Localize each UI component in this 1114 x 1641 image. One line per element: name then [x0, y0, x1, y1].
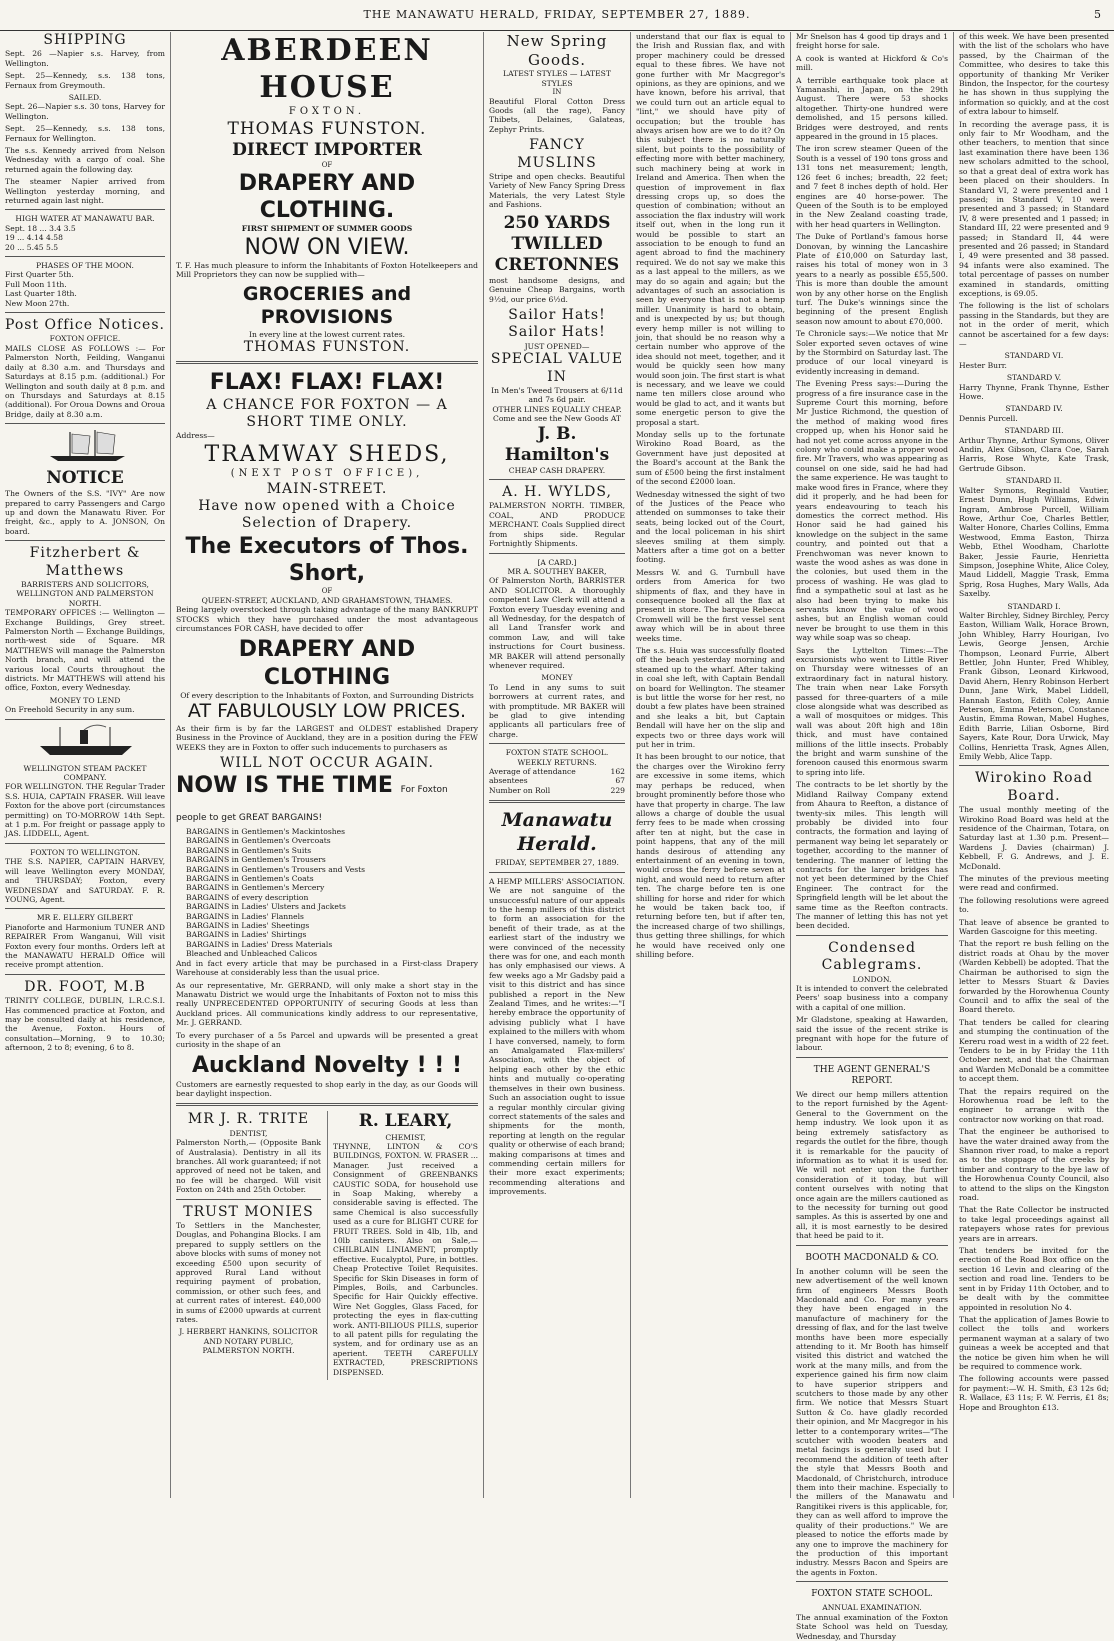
flax-heading: FLAX! FLAX! FLAX!: [209, 370, 445, 396]
standard-heading: STANDARD II.: [1005, 476, 1063, 486]
cretonnes-body: most handsome designs, and Genuine Cheap Bargains, worth 9½d, our price 6½d.: [489, 275, 625, 304]
bargain-item: BARGAINS in Gentlemen's Trousers and Vests: [186, 864, 366, 874]
article-body: The Duke of Portland's famous horse Donovan, by winning the Lancashire Plate of £10,000 on Saturday last, raises his total of money won in 3 years to a nearly as possible £55,500. This is more than double the amount won by any other horse on the English turf. The Duke's winnings since the beginning of the present English season now amount to about £70,000.: [796, 232, 948, 326]
standard-heading: STANDARD V.: [1006, 373, 1062, 383]
article-body: Says the Lyttelton Times:—The excursionists who went to Little River on Thursday were witnesses of an extraordinary fact in natural history. The train when near Lake Forsyth passed for three-quarters of a mile close alongside what was described as a wall of mosquitoes or midges. This wall was about 20ft high and 18in thick, and must have contained millions of the little insects. Probably the bright and warm sunshine of the forenoon caused this enormous swarm to spring into life.: [796, 645, 948, 777]
divider: [5, 719, 165, 720]
standard-names: Dennis Purcell.: [959, 413, 1018, 423]
baker-heading: MR A. SOUTHEY BAKER,: [507, 566, 607, 576]
dentist-sub: DENTIST,: [229, 1128, 268, 1138]
card-label: [A CARD.]: [537, 557, 577, 567]
column-4: [630, 32, 790, 1498]
aberdeen-proprietor: THOMAS FUNSTON.: [227, 118, 427, 139]
road-board-body: That the report re bush felling on the district roads at Ohau by the mover (Warden Kebbell) be adopted. That the Chairman be authorised to sign the letter to Messrs Stuart & Davies forwarded by the Horowhenua County Council and to affix the seal of the Board thereto.: [959, 939, 1109, 1015]
newspaper-title: Manawatu Herald.: [501, 809, 613, 855]
moon-phase: Last Quarter 18th.: [5, 289, 77, 299]
next-post-office: (NEXT POST OFFICE),: [230, 468, 424, 480]
steam-packet-body: FOR WELLINGTON. THE Regular Trader S.S. HUIA, CAPTAIN FRASER. Will leave Foxton for the above port (circumstances permitting) on TO-MORROW 14th Sept. at 1 p.m. For freight or passage apply to JAS. LIDDELL, Agent.: [5, 782, 165, 839]
bargain-item: BARGAINS in Gentlemen's Trousers: [186, 855, 326, 865]
divider: [796, 1057, 948, 1058]
booth-body: In another column will be seen the new advertisement of the well known firm of engineers Messrs Booth Macdonald and Co. For many years they have been engaged in the manufacture of machinery for the dressing of flax, and for the last twelve months have been more especially attending to it. Mr Booth has himself visited this district and watched the work at the many mills, and from the experience gained his firm now claim to have superior strippers and scutchers to those made by any other firm. We notice that Messrs Stuart Sutton & Co. have gladly recorded their opinion, and Mr Macgregor in his letter to a contemporary writes—"The scutcher with wooden beaters and metal facings is generally used but I recommend the addition of teeth after the style that Messrs Booth and Macdonald, of Christchurch, introduce them into their machine. Especially to the millers of the Manawatu and Rangitikei rivers is this applicable, for, they can as well afford to improve the quality of their productions." We are pleased to notice the efforts made by any one to improve the machinery for the production of this important industry. Messrs Bacon and Speirs are the agents in Foxton.: [796, 1266, 948, 1577]
come-and-see: Come and see the New Goods AT: [493, 414, 621, 424]
drapery-clothing-heading: DRAPERY AND CLOTHING.: [238, 170, 416, 223]
article-body: Wednesday witnessed the sight of two of the Justices of the Peace who attended on summonses to take their seats, being locked out of the Court, and the local policeman in his shirt sleeves smiling at them simply. Matters after a time got on a better footing.: [636, 489, 785, 565]
special-value: SPECIAL VALUE IN: [490, 351, 624, 385]
address-label: Address—: [176, 431, 215, 441]
agent-report-body: We direct our hemp millers attention to the report furnished by the Agent-General to the Government on the hemp industry. We look upon it as being extremely satisfactory as regards the outlet for the fibre, though it is remarkable for the paucity of information as to what it is used for. We will not enter upon the further consideration of it today, but will content ourselves with noting that once again are the millers cautioned as to the necessity for turning out good samples. As this is asserted by one and all, it is most earnestly to be desired that heed be paid to it.: [796, 1090, 948, 1241]
bargain-item: BARGAINS in Ladies' Sheetings: [186, 921, 310, 931]
standard-heading: STANDARD I.: [1007, 601, 1061, 611]
road-board-body: That tenders be invited for the erection of the Road Box office on the section 16 Levin and clearing of the section and road line. Tenders to be sent in by Friday 11th October, and to be dealt with by the committee appointed in resolution No 4.: [959, 1246, 1109, 1312]
novelty-intro: To every purchaser of a 5s Parcel and upwards will be presented a great curiosity in the shape of an: [176, 1030, 478, 1049]
standard-names: Harry Thynne, Frank Thynne, Esther Howe.: [959, 382, 1109, 402]
road-board-body: That the Rate Collector be instructed to take legal proceedings against all ratepayers whose rates for previous years are in arrears.: [959, 1205, 1109, 1243]
chemist-sub: CHEMIST,: [385, 1132, 426, 1142]
divider: [5, 974, 165, 975]
road-board-body: That leave of absence be granted to Warden Gascoigne for this meeting.: [959, 917, 1109, 937]
direct-importer: DIRECT IMPORTER: [232, 139, 422, 160]
road-board-body: That the engineer be authorised to have the water drained away from the Shannon river road, to make a report as to the stoppage of the creeks by timber and contrary to the bye law of the Horowhenua County Council, also to attend to the slips on the Kingston road.: [959, 1127, 1109, 1203]
divider: [5, 256, 165, 257]
overstocked-body: Being largely overstocked through taking advantage of the many BANKRUPT STOCKS which they have purchased under the most advantageous circumstances FOR CASH, have decided to offer: [176, 605, 478, 634]
standard-heading: STANDARD VI.: [1004, 351, 1064, 361]
chemist-body: THYNNE, LINTON & CO'S BUILDINGS, FOXTON. W. FRASER ... Manager. Just received a Consignment of GREENBANKS CAUSTIC SODA, for household use in Soap Making, whereby a considerable saving is effected. The same Chemical is also successfully used as a cure for BLIGHT CURE for FRUIT TREES. Sold in 4lb, 1lb, and 10lb canisters. Also on Sale,— CHILBLAIN LINIAMENT, promptly effective. Eucalyptol, Pure, in bottles. Cheap Protective Toilet Requisites. Specific for Skin Diseases in form of Pimples, Boils, and Carbuncles. Specific for Hair Quickly effective. Wire Net Goggles, Glass Faced, for protecting the eyes in flax-cutting work. ANTI-BILIOUS PILLS, superior to all patent pills for regulating the system, and for ordinary use as an aperient. TEETH CAREFULLY EXTRACTED, PRESCRIPTIONS DISPENSED.: [333, 1141, 478, 1377]
of-label-2: OF: [321, 587, 333, 596]
tramway-sheds: TRAMWAY SHEDS,: [204, 441, 450, 467]
chance-line: A CHANCE FOR FOXTON — A SHORT TIME ONLY.: [206, 396, 448, 431]
masthead-title: THE MANAWATU HERALD, FRIDAY, SEPTEMBER 27, 1889.: [363, 8, 751, 21]
article-body: A terrible earthquake took place at Yamanashi, in Japan, on the 29th August. There were 53 shocks altogether. Thirty-one hundred were demolished, and 15 persons killed. Bridges were destroyed, and rents appeared in the ground in 15 places.: [796, 75, 948, 142]
article-body: The Evening Press says:—During the progress of a fire insurance case in the Supreme Court this morning, before Mr Justice Richmond, the question of the method of making wood fires cropped up, when his Honor said he had not yet come across anyone in the colony who could make a proper wood fire. Mr Travers, who was appearing as counsel on one side, said he had had the same experience. He was taught to make wood fires in France, where they did it properly, and he had been for years endeavouring to teach his domestics the correct method. His Honor said he had gained his knowledge on the subject in the same country, and pointed out that a Frenchwoman was never known to waste the wood ashes as was done in the colonies, but used them in the process of washing. He was glad to find a sympathetic soul at last as he also had been trying to make his servants know the value of wood ashes, but an English woman could never be brought to use them in this way while soap was so cheap.: [796, 379, 948, 643]
road-board-body: The following accounts were passed for payment:—W. H. Smith, £3 12s 6d; R. Wallace, £3 11s; F. W. Ferris, £1 8s; Hope and Broughton £13.: [959, 1374, 1109, 1412]
representative-body: As our representative, Mr. GERRAND, will only make a short stay in the Manawatu District we would urge the Inhabitants of Foxton not to miss this really UNPRECEDENTED OPPORTUNITY of securing Goods at less than Auckland prices. All communications kindly address to our representative, Mr. J. GERRAND.: [176, 980, 478, 1028]
bargain-item: BARGAINS in Ladies' Dress Materials: [186, 939, 333, 949]
article-body: The iron screw steamer Queen of the South is a vessel of 190 tons gross and 131 tons net measurement; length, 126 feet 6 inches; breadth, 22 feet; and 7 feet 8 inches depth of hold. Her engines are 40 horse-power. The Queen of the South is to be employed in the New Zealand coasting trade, with her head quarters in Wellington.: [796, 144, 948, 229]
bargain-item: BARGAINS in Gentlemen's Overcoats: [186, 836, 331, 846]
opened-line: Have now opened with a Choice Selection of Drapery.: [198, 497, 456, 532]
now-time-tagline: For Foxton people to get GREAT BARGAINS!: [176, 785, 448, 823]
article-body: The following is the list of scholars passing in the Standards, but they are not in the order of merit, which cannot be ascertained for a few days:—: [959, 301, 1109, 348]
baker-body: Of Palmerston North, BARRISTER AND SOLICITOR. A thoroughly competent Law Clerk will attend a Foxton every Tuesday evening and all Wednesday, for the despatch of all Land Transfer work and common Law, and will take instructions for Court business. MR BAKER will attend personally whenever required.: [489, 576, 625, 670]
executors-heading: The Executors of Thos. Short,: [185, 533, 469, 586]
bargain-item: BARGAINS in Gentlemen's Coats: [186, 874, 314, 884]
divider: [796, 1581, 948, 1582]
divider: [5, 209, 165, 210]
article-body: In recording the average pass, it is only fair to Mr Woodham, and the other teachers, to mention that since last examination there have been 136 new scholars admitted to the school, so that a great deal of extra work has been placed on their shoulders. In Standard VI, 2 were presented and 1 passed; in Standard V, 10 were presented and 3 passed; in Standard IV, 8 were presented and 1 passed; in Standard III, 22 were presented and 9 passed; in Standard II, 44 were presented and 26 passed; in Standard I, 49 were presented and 38 passed. 94 infants were also examined. The total percentage of passes on number examined in standards, omitting exceptions, is 69.05.: [959, 119, 1109, 298]
road-board-body: The minutes of the previous meeting were read and confirmed.: [959, 874, 1109, 893]
fancy-muslins: FANCY MUSLINS: [517, 137, 597, 171]
standard-names: Walter Birchley, Sidney Birchley, Percy Easton, William Walk, Horace Brown, John Whibley, Harry Hourigan, Ivo Lewis, George Jensen, Archie Thompson, Leonard Furrie, Albert Bettler, John Hunter, Fred Whibley, Frank Gibson, Leonard Kirkwood, David Ahern, Henry Robinson Herbert Dunn, Jane Wirk, Mabel Liddell, Hannah Easton, Edith Coley, Annie Peterson, Emma Peterson, Constance Austin, Emma Rowan, Mabel Hughes, Edith Barrie, Lilian Osborne, Bird Sayers, Kate Rour, Dora Urwick, May Collins, Henrietta Trask, Agnes Allen, Emily Webb, Alice Tapp.: [959, 610, 1109, 762]
lower-ads: [176, 1111, 478, 1380]
cotton-body: Beautiful Floral Cotton Dress Goods (all the rage), Fancy Thibets, Delaines, Galateas, Zephyr Prints.: [489, 96, 625, 134]
of-label: OF: [321, 160, 333, 169]
aberdeen-house-title: ABERDEEN HOUSE: [221, 33, 433, 106]
article-body: The contracts to be let shortly by the Midland Railway Company extend from Ahaura to Reefton, a distance of twenty-six miles. This length will probably be divided into four contracts, the formation and laying of permanent way being let separately or together, according to the manner of tendering. The manner of letting the contracts for the larger bridges has not yet been determined by the Chief Engineer. The contract for the Springfield length will be let about the same time as the Reefton contracts. The manner of letting this has not yet been decided.: [796, 780, 948, 931]
article-body: of this week. We have been presented with the list of the scholars who have passed, by the Chairman of the Committee, who desires to take this opportunity of thanking Mr Veriker Bindon, the Inspector, for the courtesy he has shown in thus supplying the information so quickly, and at the cost of extra labour to himself.: [959, 32, 1109, 117]
article-body: Messrs W. and G. Turnbull have orders from America for two shipments of flax, and they have in consequence booked all the flax at present in store. The barque Rebecca Cromwell will be the first vessel sent away which will be in about three weeks time.: [636, 567, 785, 643]
bargain-item: BARGAINS in Gentlemen's Mercery: [186, 883, 325, 893]
divider: [176, 1103, 478, 1106]
funston-signature: THOMAS FUNSTON.: [243, 339, 411, 356]
wylds-heading: A. H. WYLDS,: [502, 484, 612, 501]
napier-heading: FOXTON TO WELLINGTON.: [30, 847, 140, 857]
shipping-heading: SHIPPING: [43, 32, 127, 48]
sailed-heading: SAILED.: [68, 92, 102, 102]
divider: [489, 800, 625, 803]
dentist-body: Palmerston North,— (Opposite Bank of Australasia). Dentistry in all its branches. All work guaranteed; if not approved of need not be taken, and no fee will be charged. Will visit Foxton on 24th and 25th October.: [176, 1138, 321, 1195]
divider: [489, 553, 625, 554]
road-board-body: That the application of James Bowie to collect the tolls and workers permanent wayman at a salary of two guineas a week be accepted and that the notice be given him when he will be required to commence work.: [959, 1314, 1109, 1371]
school-returns-sub: WEEKLY RETURNS.: [517, 757, 597, 767]
sailed-2: Sept. 25—Kennedy, s.s. 138 tons, Fernaux for Wellington.: [5, 124, 165, 143]
groceries-heading: GROCERIES and PROVISIONS: [242, 282, 412, 329]
divider: [5, 312, 165, 313]
exam-sub: ANNUAL EXAMINATION.: [822, 1603, 922, 1613]
road-board-body: The usual monthly meeting of the Wirokino Road Board was held at the residence of the Chairman, Totara, on Saturday last at 1.30 p.m. Present—Wardens J. Davies (chairman) J. Kebbell, F. G. Andrews, and J. E. McDonald.: [959, 805, 1109, 871]
divider: [796, 935, 948, 936]
standard-names: Hester Burr.: [959, 360, 1007, 370]
doctor-body: TRINITY COLLEGE, DUBLIN, L.R.C.S.I. Has commenced practice at Foxton, and may be consulted daily at his residence, the Avenue, Foxton. Hours of consultation—Morning, 9 to 10.30; afternoon, 2 to 8; evening, 6 to 8.: [5, 996, 165, 1053]
latest-styles: LATEST STYLES — LATEST STYLES: [503, 69, 611, 88]
road-board-heading: Wirokino Road Board.: [975, 770, 1093, 804]
shipping-note-1: The s.s. Kennedy arrived from Nelson Wednesday with a cargo of coal. She returned again the following day.: [5, 146, 165, 174]
in-label: IN: [552, 88, 562, 96]
customers-note: Customers are earnestly requested to shop early in the day, as our Goods will bear daylight inspection.: [176, 1079, 478, 1099]
tide-heading: HIGH WATER AT MANAWATU BAR.: [15, 214, 155, 224]
divider: [5, 843, 165, 844]
cablegram: Mr Gladstone, speaking at Hawarden, said the issue of the recent strike is pregnant with hope for the future of labour.: [796, 1015, 948, 1053]
hamilton-sub: CHEAP CASH DRAPERY.: [508, 465, 606, 475]
now-on-view: NOW ON VIEW.: [244, 234, 410, 260]
bargain-item: BARGAINS in Gentlemen's Suits: [186, 845, 312, 855]
cablegram: It is intended to convert the celebrated Peers' soap business into a company with a capital of one million.: [796, 983, 948, 1012]
cablegrams-heading: Condensed Cablegrams.: [821, 939, 923, 974]
aberdeen-location: FOXTON.: [288, 106, 366, 118]
article-body: A cook is wanted at Hickford & Co's mill.: [796, 53, 948, 73]
doctor-heading: DR. FOOT, M.B: [24, 978, 146, 995]
tide-row: 19 ... 4.14 4.58: [5, 233, 63, 243]
article-body: understand that our flax is equal to the Irish and Russian flax, and with proper machinery could be dressed equal to these fibres. We have not gone further with Mr Macgregor's opinions, as they are opinions, and we have known, before his arrival, that we could turn out an article equal to "lint," we should have pity of occupation; but the trouble has always arisen how are we to do it? On this subject there is no naturally silent, but points to the possibility of effecting more with better machinery, such machinery being at work in Ireland and America. Then when the question of improvement in flax dressing crops up, so does the question of combination; without an association the flax industry will work itself out, when in the long run it would be possible to start an association to be enough to fund an agent abroad to find the machinery required. We do not say we make this as a last appeal to the millers, as we may do so again and again; but the advantages of such an association is seen by everyone that is not a hemp miller. Unanimity is hard to obtain, and is unexpected by us; but though every hemp miller is not willing to join, that should be no reason why a certain number who approve of the idea should not meet, together, and it would be quickly seen how many would soon join. The first start is what is necessary, and we leave we could name ten millers close around who would be glad to act, and it wants but some energetic person to give the proposal a start.: [636, 32, 785, 427]
page-number: 5: [1094, 8, 1102, 21]
money-body: On Freehold Security in any sum.: [5, 705, 135, 715]
divider: [489, 479, 625, 480]
and-in-fact: And in fact every article that may be purchased in a First-class Drapery Warehouse at considerably less than the usual price.: [176, 958, 478, 978]
column-5: [790, 32, 953, 1641]
trust-monies-heading: TRUST MONIES: [183, 1203, 314, 1220]
tide-row: Sept. 18 ... 3.4 3.5: [5, 223, 76, 233]
london-label: LONDON.: [852, 974, 892, 984]
agent-report-heading: THE AGENT GENERAL'S REPORT.: [813, 1064, 931, 1086]
notice-heading: NOTICE: [46, 468, 124, 489]
lower-ads-right: [327, 1111, 478, 1380]
shipping-note-2: The steamer Napier arrived from Wellington yesterday morning, and returned again last night.: [5, 177, 165, 206]
sailed-1: Sept. 26—Napier s.s. 30 tons, Harvey for Wellington.: [5, 102, 165, 121]
divider: [5, 908, 165, 909]
divider: [959, 765, 1109, 766]
divider: [489, 743, 625, 744]
notice-body: The Owners of the S.S. "IVY" Are now prepared to carry Passengers and Cargo up and down the Manawatu River. For freight, &c., apply to A. JONSON, On board.: [5, 489, 165, 536]
tweed-trousers: In Men's Tweed Trousers at 6/11d and 7s 6d pair.: [491, 385, 623, 405]
rates-line: In every line at the lowest current rates.: [248, 329, 406, 339]
column-3: [483, 32, 630, 1498]
now-is-the-time: NOW IS THE TIME For Foxton people to get GREAT BARGAINS!: [176, 773, 448, 823]
standard-names: Walter Symons, Reginald Vautier, Ernest Dunn, Hugh Williams, Edwin Ingram, Ambrose Purcell, William Rowe, Arthur Coe, Charles Bettler, Walter Honore, Charles Collins, Emma Westwood, Emma Easton, Thirza Webb, Ethel Woodham, Charlotte Baker, Jessie Faurie, Henrietta Simpson, Josephine White, Alice Coley, Maud Liddell, Maggie Trask, Emma Sprig, Rosa Hughes, Mary Walls, Ada Saxelby.: [959, 485, 1109, 599]
moon-phase: New Moon 27th.: [5, 298, 70, 308]
moon-heading: PHASES OF THE MOON.: [36, 261, 134, 271]
lower-ads-left: [176, 1111, 321, 1380]
hemp-body: We are not sanguine of the unsuccessful nature of our appeals to the hemp millers of this district to form an association for the benefit of their trade, as at the earliest start of the industry we were convinced of the necessity there was for one, and each month has only emphasised our views. A few weeks ago a Mr Gadsby paid a visit to this district and has since published a report in the New Zealand Times, and he writes:—"I hereby embrace the opportunity of advising publicly what I have explained to the millers with whom I have conversed, namely, to form an Amalgamated Flax-millers' Association, with the object of helping each other by the ethic hints and mutually co-operating themselves in their own business. Such an association ought to issue a regular monthly circular giving correct statements of the sales and shipments for the month, reporting at length on the regular quality or otherwise of each brand; making comparisons at times and commending certain millers for their more exact experiments; recommending alterations and improvements.: [489, 886, 625, 1197]
bargain-item: BARGAINS in Ladies' Ulsters and Jackets: [186, 902, 346, 912]
post-office-sub: FOXTON OFFICE.: [49, 334, 121, 344]
hankins-signature: J. HERBERT HANKINS, SOLICITOR AND NOTARY PUBLIC, PALMERSTON NORTH.: [179, 1327, 318, 1356]
column-6: [953, 32, 1114, 1498]
stripe-body: Stripe and open checks. Beautiful Variety of New Fancy Spring Dress Materials, the very Latest Style and Fashions.: [489, 172, 625, 210]
hamilton-heading: J. B. Hamilton's: [504, 423, 610, 465]
auckland-novelty: Auckland Novelty ! ! !: [191, 1053, 463, 1079]
divider: [176, 1199, 321, 1200]
column-2: [170, 32, 483, 1498]
drapery-clothing-heading-2: DRAPERY AND CLOTHING: [238, 637, 416, 690]
chemist-heading: R. LEARY,: [358, 1111, 453, 1132]
trust-monies-body: To Settlers in the Manchester, Douglas, and Pohangina Blocks. I am prepared to supply settlers on the above blocks with sums of money not exceeding £500 upon security of approved Rural Land without requiring payment of probation, commission, or other such fees, and at current rates of interest. £40,000 in sums of £2000 upwards at current rates.: [176, 1221, 321, 1325]
exam-heading: FOXTON STATE SCHOOL.: [811, 1589, 933, 1600]
tide-row: 20 ... 5.45 5.5: [5, 242, 59, 252]
masthead: [0, 0, 1114, 31]
bargain-item: BARGAINS in Ladies' Flannels: [186, 911, 304, 921]
napier-body: THE S.S. NAPIER, CAPTAIN HARVEY, will leave Wellington every MONDAY, and THURSDAY; Foxton, every WEDNESDAY and SATURDAY. F. R. YOUNG, Agent.: [5, 857, 165, 904]
standard-heading: STANDARD III.: [1004, 426, 1064, 436]
largest-body: As their firm is by far the LARGEST and OLDEST established Drapery Business in the Province of Auckland, they are in a position during the FEW WEEKS they are in Foxton to offer such inducements to purchasers as: [176, 723, 478, 752]
money-lend-heading: MONEY: [541, 673, 573, 683]
first-shipment: FIRST SHIPMENT OF SUMMER GOODS: [241, 224, 413, 234]
just-opened: JUST OPENED—: [524, 341, 590, 351]
moon-phase: First Quarter 5th.: [5, 270, 74, 280]
tf-body: T. F. Has much pleasure to inform the Inhabitants of Foxton Hotelkeepers and Mill Proprietors they can now be supplied with—: [176, 260, 478, 280]
steam-packet-heading: WELLINGTON STEAM PACKET COMPANY.: [23, 763, 147, 783]
every-description: Of every description to the Inhabitants of Foxton, and Surrounding Districts: [180, 690, 474, 700]
standard-heading: STANDARD IV.: [1005, 404, 1063, 414]
divider: [489, 872, 625, 873]
wylds-body: PALMERSTON NORTH. TIMBER, COAL, AND PRODUCE MERCHANT. Coals Supplied direct from ships side. Regular Fortnightly Shipments.: [489, 501, 625, 549]
road-board-body: That tenders be called for clearing and stumping the continuation of the Kereru road west in a width of 22 feet. Tenders to be in by Friday the 11th October next, and that the Chairman and Warden McDonald be a committee to accept them.: [959, 1017, 1109, 1084]
issue-date: FRIDAY, SEPTEMBER 27, 1889.: [495, 858, 619, 868]
twilled-cretonnes: 250 YARDS TWILLED CRETONNES: [494, 212, 620, 275]
will-not-occur: WILL NOT OCCUR AGAIN.: [220, 755, 434, 772]
money-heading: MONEY TO LEND: [49, 695, 121, 705]
divider: [5, 540, 165, 541]
main-street: MAIN-STREET.: [266, 480, 388, 497]
arrived-2: Sept. 25—Kennedy, s.s. 138 tons, Fernaux from Greymouth.: [5, 71, 165, 90]
sailor-hats: Sailor Hats! Sailor Hats!: [508, 307, 606, 341]
hemp-heading: A HEMP MILLERS' ASSOCIATION.: [489, 876, 625, 886]
money-lend-body: To Lend in any sums to suit borrowers at current rates, and with promptitude. MR BAKER will be glad to give intending applicants all particulars free of charge.: [489, 682, 625, 739]
arrived-1: Sept. 26 —Napier s.s. Harvey, from Wellington.: [5, 49, 165, 68]
piano-tuner-body: Pianoforte and Harmonium TUNER AND REPAIRER From Wanganui, Will visit Foxton every four months. Orders left at the MANAWATU HERALD Office will receive prompt attention.: [5, 922, 165, 970]
school-returns-heading: FOXTON STATE SCHOOL.: [505, 748, 609, 758]
sailing-ship-icon: [10, 428, 160, 464]
law-firm-sub: BARRISTERS AND SOLICITORS, WELLINGTON AND PALMERSTON NORTH.: [16, 579, 154, 608]
column-1: [0, 32, 170, 1498]
divider: [5, 423, 165, 424]
fabulously-low-prices: AT FABULOUSLY LOW PRICES.: [187, 700, 467, 723]
other-lines: OTHER LINES EQUALLY CHEAP.: [492, 404, 622, 414]
bargain-item: BARGAINS in Ladies' Shirtings: [186, 930, 307, 940]
dentist-heading: MR J. R. TRITE: [187, 1111, 310, 1128]
steamship-icon: [10, 724, 160, 760]
law-firm-body: TEMPORARY OFFICES :— Wellington — Exchange Buildings, Grey street. Palmerston North — Exchange Buildings, north-west side of Square. MR MATTHEWS will manage the Palmerston North branch, and will attend the various local Courts throughout the districts. Mr MATTHEWS will attend his office, Foxton, every Wednesday.: [5, 608, 165, 693]
bargain-item: Bleached and Unbleached Calicos: [186, 949, 318, 959]
booth-heading: BOOTH MACDONALD & CO.: [805, 1252, 939, 1263]
spring-goods-heading: New Spring Goods.: [506, 32, 608, 69]
article-body: Te Chronicle says:—We notice that Mr Soler exported seven octaves of wine by the Stormbird on Saturday last. The produce of our local vineyard is evidently increasing in demand.: [796, 329, 948, 376]
article-body: It has been brought to our notice, that the charges over the Wirokino ferry are excessive in some items, which may perhaps be reduced, when brought prominently before those who have that property in charge. The law allows a charge of double the usual ferry fees to be made when crossing after ten at night, but the case in point happens, that any of the mill hands desirous of attending any entertainment of an evening in town, would cross the ferry before seven at night, and would need to return after ten. The charge before ten is one shilling for horse and rider for which he would be taken back too, if returning before ten, but if after ten, the increased charge of two shillings, thus getting three shillings, for which he would have received only one shilling before.: [636, 752, 785, 959]
exam-body: The annual examination of the Foxton State School was held on Tuesday, Wednesday, and Thursday: [796, 1612, 948, 1641]
post-office-heading: Post Office Notices.: [5, 317, 165, 334]
law-firm-heading: Fitzherbert & Matthews: [29, 545, 141, 579]
road-board-body: The following resolutions were agreed to.: [959, 895, 1109, 915]
post-office-body: MAILS CLOSE AS FOLLOWS :— For Palmerston North, Feilding, Wanganui daily at 8.30 a.m. and Thursdays and Saturdays at 8.15 p.m. (additional.) For Wellington and south daily at 8 p.m. and on Thursdays and Saturdays at 8.15 (additional). For Oroua Downs and Oroua Bridge, daily at 8.30 a.m.: [5, 343, 165, 419]
roll-row: Number on Roll 229: [489, 785, 625, 795]
article-body: Mr Snelson has 4 good tip drays and 1 freight horse for sale.: [796, 32, 948, 51]
queen-street: QUEEN-STREET, AUCKLAND, AND GRAHAMSTOWN, THAMES.: [201, 595, 453, 605]
standard-names: Arthur Thynne, Arthur Symons, Oliver Andin, Alex Gibson, Clara Coe, Sarah Harris, Rose Whyte, Kate Trask, Gertrude Gibson.: [959, 435, 1109, 473]
piano-tuner-heading: MR E. ELLERY GILBERT: [36, 913, 134, 923]
absentees-row: absentees 67: [489, 776, 625, 786]
article-body: Monday sells up to the fortunate Wirokino Road Board, as the Government have just deposited at the Board's account at the Bank the sum of £500 being the first instalment of the second £2000 loan.: [636, 430, 785, 487]
article-body: The s.s. Huia was successfully floated off the beach yesterday morning and steamed up to the wharf. After taking in coal she left, with Captain Bendall on board for Wellington. The steamer is but little the worse for her rest, no doubt a few plates have been strained and she leaks a bit, but Captain Bendall will have her on the slip and expects two or three days work will put her in trim.: [636, 646, 785, 750]
divider: [176, 361, 478, 364]
bargain-item: BARGAINS of every description: [186, 892, 309, 902]
road-board-body: That the repairs required on the Horowhenua road be left to the engineer to arrange with the contractor now working on that road.: [959, 1086, 1109, 1124]
attendance-row: Average of attendance 162: [489, 767, 625, 777]
moon-phase: Full Moon 11th.: [5, 279, 67, 289]
divider: [796, 1245, 948, 1246]
bargain-item: BARGAINS in Gentlemen's Mackintoshes: [186, 827, 346, 837]
